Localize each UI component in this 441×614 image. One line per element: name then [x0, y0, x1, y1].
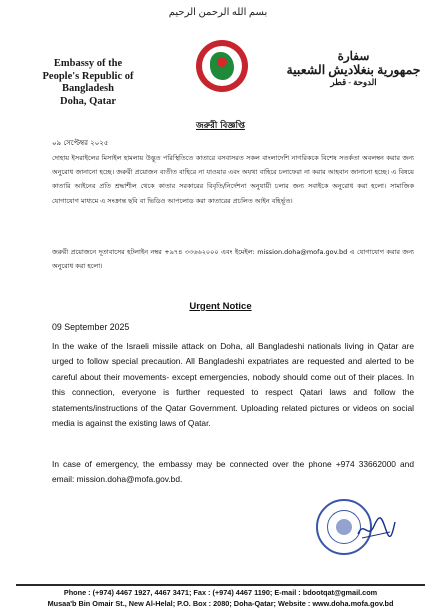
- arabic-line-3: الدوحة - قطر: [330, 77, 377, 87]
- bangla-notice-title: জরুরী বিজ্ঞপ্তি: [196, 121, 245, 131]
- signature-icon: [356, 514, 396, 542]
- embassy-name-english: [22, 58, 154, 108]
- footer-divider: [16, 584, 425, 586]
- english-notice-title: Urgent Notice: [189, 301, 252, 312]
- embassy-line-3: Doha, Qatar: [60, 95, 116, 107]
- contact-footer: [0, 587, 441, 609]
- embassy-name-arabic: [276, 50, 431, 88]
- bangla-paragraph-2: জরুরী প্রয়োজনে দূতাবাসের হটলাইন নম্বর +৯৭৪ ৩৩৬৬২০০০ এবং ইমেইল: mission.doha@mofa.gov.bd এ যোগাযোগ করার জন্য অনুরোধ করা হলো।: [52, 248, 414, 271]
- arabic-line-1: سفارة: [337, 49, 370, 63]
- bismillah-calligraphy: بسم الله الرحمن الرحيم: [168, 7, 268, 18]
- embassy-line-1: Embassy of the: [53, 58, 123, 69]
- arabic-line-2: جمهورية بنغلاديش الشعبية: [286, 63, 421, 77]
- bangla-notice-date: ০৯ সেপ্টেম্বর ২০২৫: [52, 139, 109, 147]
- english-notice-date: 09 September 2025: [52, 322, 130, 332]
- bangladesh-seal-icon: [196, 40, 248, 92]
- footer-contact-line: Phone : (+974) 4467 1927, 4467 3471; Fax : (+974) 4467 1190; E-mail : bdootqat@gmail.com: [63, 588, 378, 597]
- seal-red-dot: [217, 57, 227, 67]
- footer-address-line: Musaa'b Bin Omair St., New Al-Helal; P.O. Box : 2080; Doha-Qatar; Website : www.doha.mofa.gov.bd: [47, 599, 394, 608]
- bangla-paragraph-1: দোহায় ইসরাইলের মিসাইল হামলায় উদ্ভূত পরিস্থিতিতে কাতারে বসবাসরত সকল বাংলাদেশি নাগরিককে বিশেষ সতর্কতা অবলম্বন করার জন্য অনুরোধ জানানো হচ্ছে। জরুরী প্রয়োজন ব্যতীত বাহিরে না যাওয়ার এবং অযথা বাহিরে চলাফেরা না করার আহবান জানানো হচ্ছে। এ বিষয়ে কাতারি আইনের প্রতি শ্রদ্ধাশীল থেকে কাতার সরকারের বিবৃতি/নির্দেশনা অনুযায়ী চলার জন্য সবাইকে অনুরোধ করা হলো। সামাজিক যোগাযোগ মাধ্যমে এ সংক্রান্ত ছবি বা ভিডিও আপলোড করা কাতারের প্রচলিত আইন বহির্ভূত।: [52, 154, 414, 205]
- english-paragraph-2: In case of emergency, the embassy may be connected over the phone +974 33662000 and email: mission.doha@mofa.gov.bd.: [52, 459, 414, 485]
- english-paragraph-1: In the wake of the Israeli missile attack on Doha, all Bangladeshi nationals living in Qatar are urged to follow special precaution. All Bangladeshi expatriates are requested and alerted to be careful about their movements- except emergencies, nobody should come out of their places. In this connection, everyone is further requested to respect Qatari laws and follow the statements/instructions of the Qatar Government. Uploading related pictures or videos on social media is against the existing laws of Qatar.: [52, 341, 414, 429]
- embassy-line-2: People's Republic of Bangladesh: [42, 70, 134, 94]
